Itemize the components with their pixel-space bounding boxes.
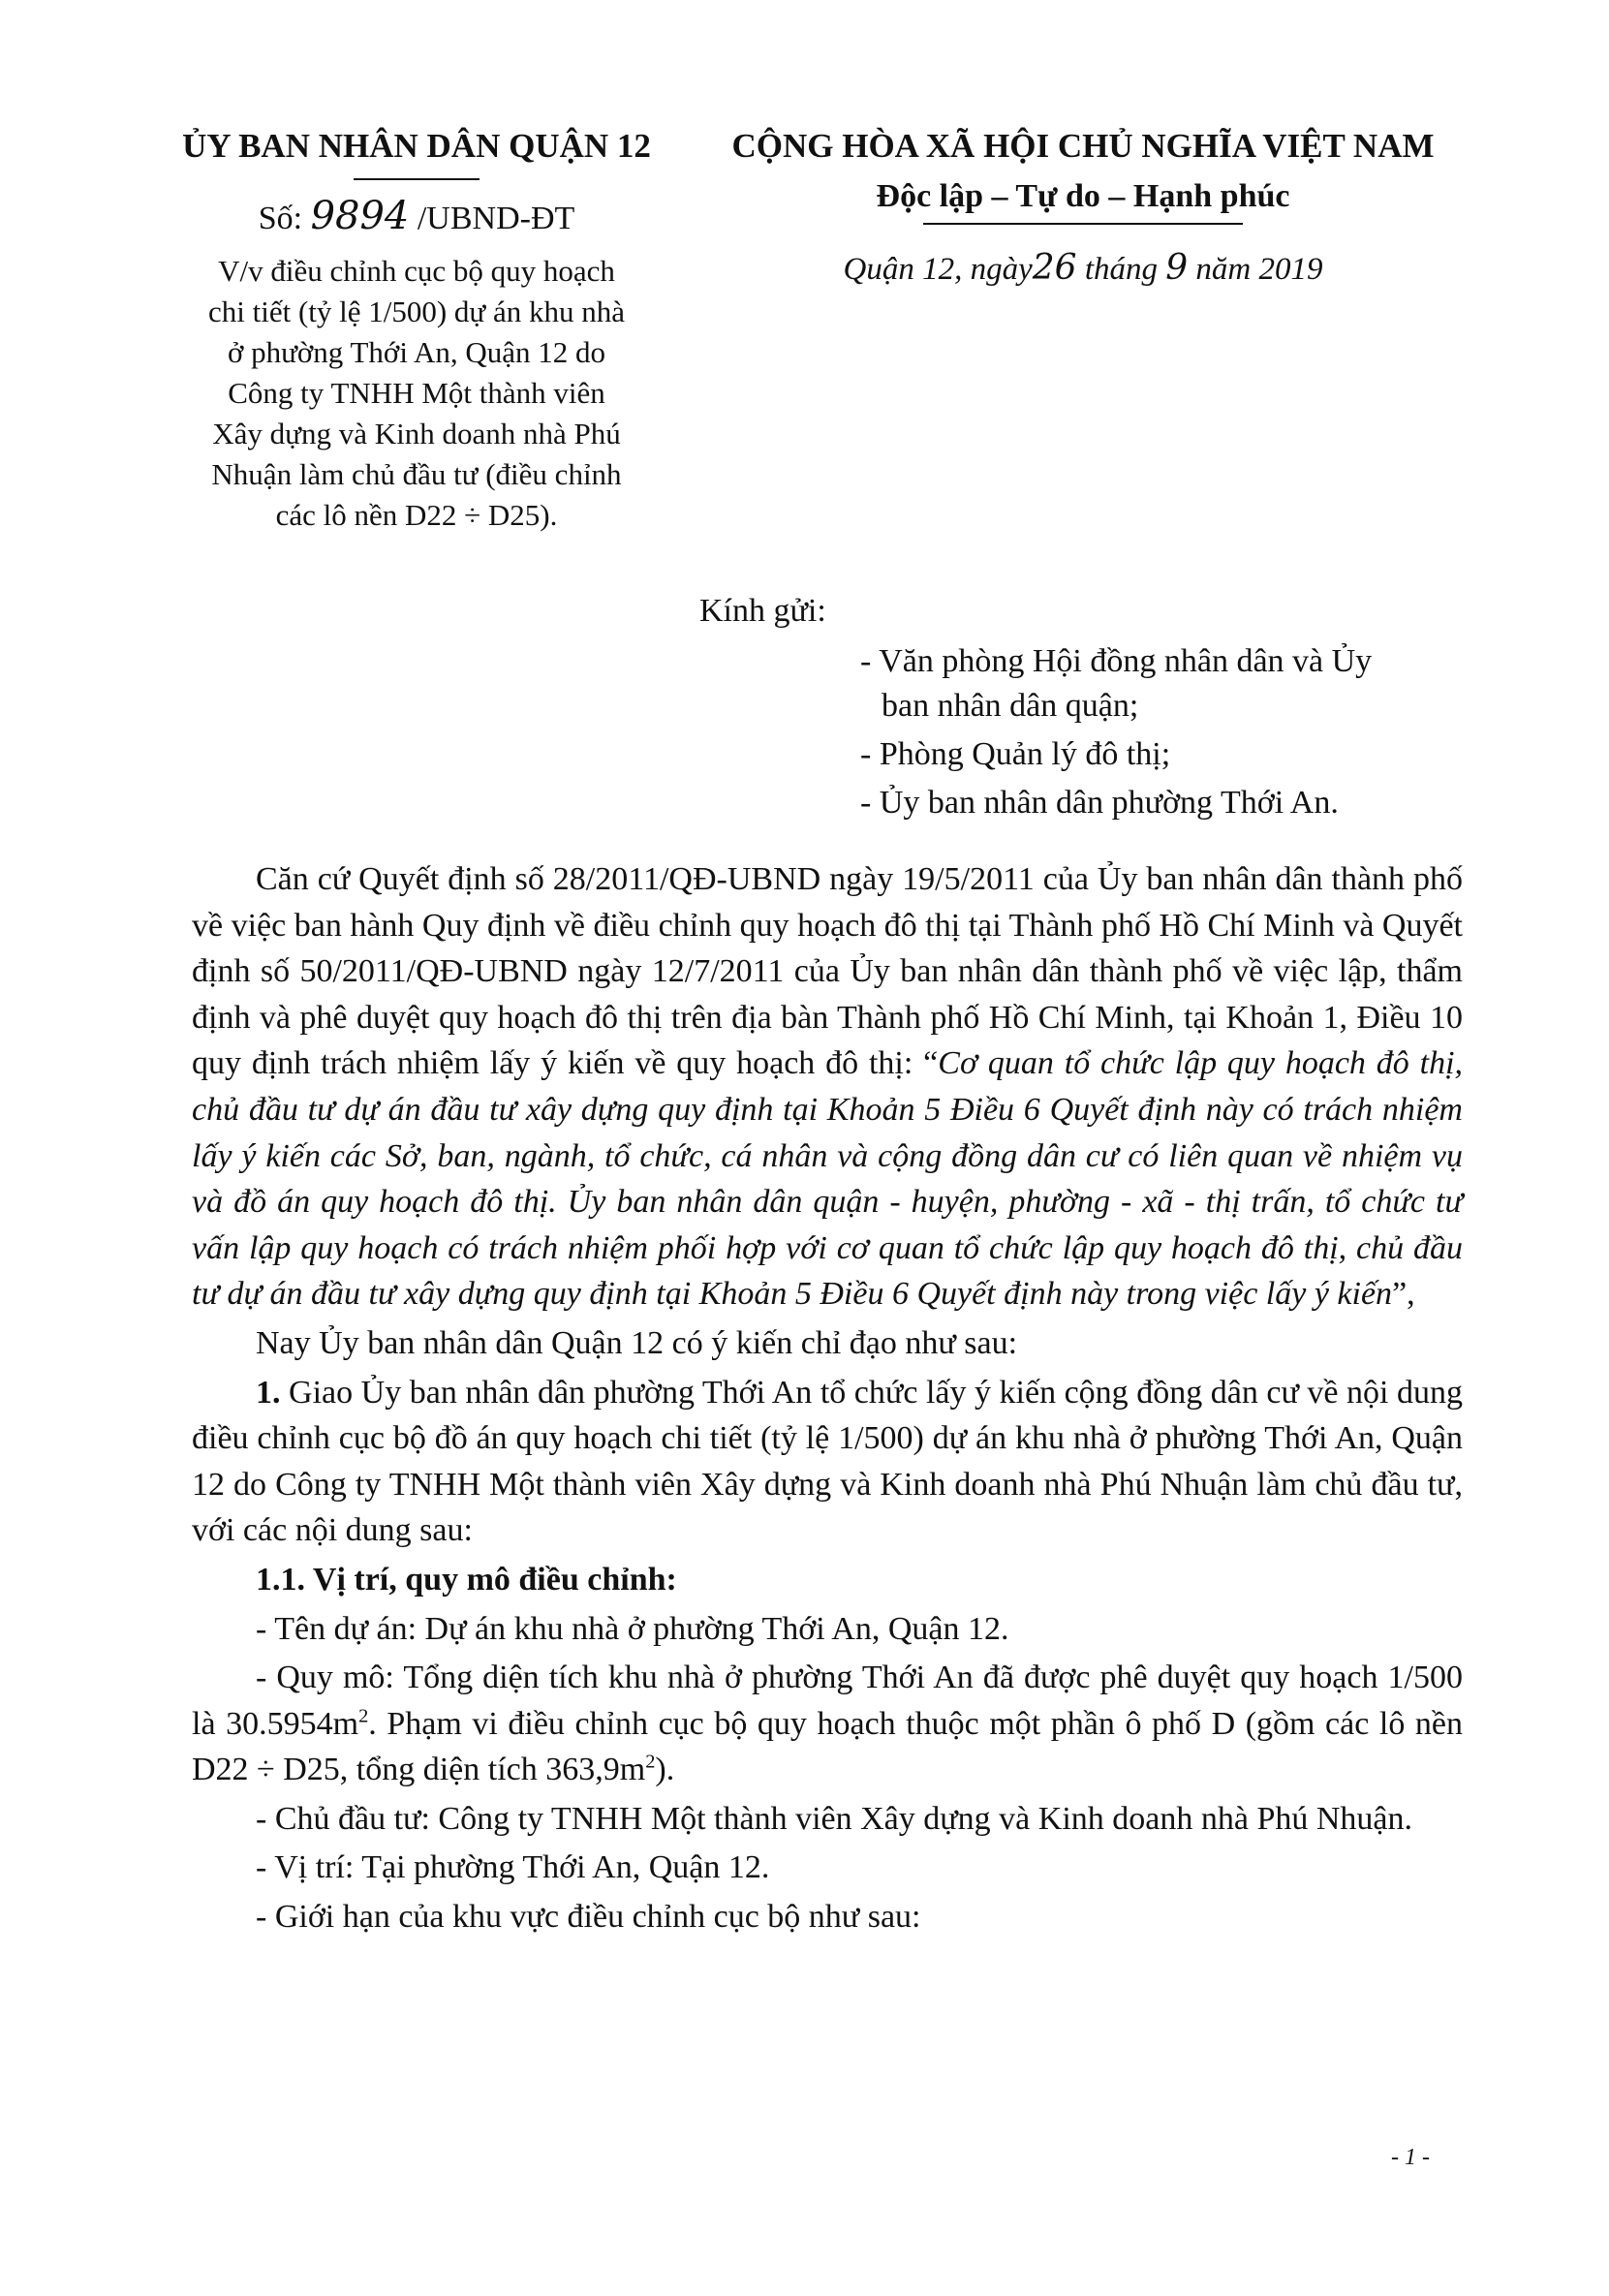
recipients-list xyxy=(860,639,1461,829)
scale-text-c: ). xyxy=(655,1752,675,1788)
superscript: 2 xyxy=(358,1705,369,1727)
subject-line: Nhuận làm chủ đầu tư (điều chỉnh xyxy=(211,457,622,491)
bullet-location: - Vị trí: Tại phường Thới An, Quận 12. xyxy=(256,1849,770,1886)
paragraph-item-1 xyxy=(192,1370,1463,1554)
page-number: - 1 - xyxy=(1391,2145,1430,2170)
date-day: 26 xyxy=(1032,248,1077,288)
subject-line: V/v điều chỉnh cục bộ quy hoạch xyxy=(218,254,615,288)
scale-text-a: - Quy mô: Tổng diện tích khu nhà ở phường Thới An đã được phê duyệt quy hoạch 1/500 là 30.5954m xyxy=(192,1660,1463,1742)
subject-block xyxy=(145,251,688,536)
legal-basis-text: Căn cứ Quyết định số 28/2011/QĐ-UBND ngày 19/5/2011 của Ủy ban nhân dân thành phố về việc ban hành Quy định về điều chỉnh quy hoạch đô thị tại Thành phố Hồ Chí Minh và Quyết định số 50/2011/QĐ-UBND ngày 12/7/2011 của Ủy ban nhân dân thành phố về việc lập, thẩm định và phê duyệt quy hoạch đô thị trên địa bàn Thành phố Hồ Chí Minh, tại Khoản 1, Điều 10 quy định trách nhiệm lấy ý kiến về quy hoạch đô thị: “ xyxy=(192,861,1463,1082)
recipient-line: - Phòng Quản lý đô thị; xyxy=(860,736,1171,772)
paragraph-directive: Nay Ủy ban nhân dân Quận 12 có ý kiến chỉ đạo như sau: xyxy=(256,1324,1018,1361)
divider-left xyxy=(354,178,480,180)
recipient-line: - Ủy ban nhân dân phường Thới An. xyxy=(860,785,1339,821)
doc-number-prefix: Số: xyxy=(258,201,311,236)
divider-right xyxy=(923,223,1243,225)
header-left xyxy=(145,124,688,536)
recipient-item xyxy=(860,732,1461,777)
doc-number-handwritten: 9894 xyxy=(310,194,410,238)
country-name: CỘNG HÒA XÃ HỘI CHỦ NGHĨA VIỆT NAM xyxy=(731,127,1435,165)
heading-1-1: 1.1. Vị trí, quy mô điều chỉnh: xyxy=(256,1561,677,1598)
header-right xyxy=(696,124,1470,292)
recipient-line: ban nhân dân quận; xyxy=(882,688,1139,724)
doc-number xyxy=(145,194,688,241)
national-motto: Độc lập – Tự do – Hạnh phúc xyxy=(876,178,1290,214)
item-1-text: Giao Ủy ban nhân dân phường Thới An tổ chức lấy ý kiến cộng đồng dân cư về nội dung điều chỉnh cục bộ đồ án quy hoạch chi tiết (tỷ lệ 1/500) dự án khu nhà ở phường Thới An, Quận 12 do Công ty TNHH Một thành viên Xây dựng và Kinh doanh nhà Phú Nhuận làm chủ đầu tư, với các nội dung sau: xyxy=(192,1374,1463,1549)
date-place: Quận 12, ngày xyxy=(843,252,1033,287)
legal-basis-end: ”, xyxy=(1392,1276,1415,1313)
date-month-label: tháng xyxy=(1076,252,1166,287)
org-name: ỦY BAN NHÂN DÂN QUẬN 12 xyxy=(182,127,651,165)
date-month: 9 xyxy=(1165,248,1189,288)
item-number: 1. xyxy=(256,1374,281,1411)
recipient-item xyxy=(860,639,1461,729)
scale-text-b: . Phạm vi điều chỉnh cục bộ quy hoạch thuộc một phần ô phố D (gồm các lô nền D22 ÷ D25, tổng diện tích 363,9m xyxy=(192,1705,1464,1788)
recipients-label: Kính gửi: xyxy=(699,593,826,629)
bullet-project-name: - Tên dự án: Dự án khu nhà ở phường Thới An, Quận 12. xyxy=(256,1610,1009,1647)
bullet-scale xyxy=(192,1655,1463,1793)
bullet-boundary: - Giới hạn của khu vực điều chỉnh cục bộ như sau: xyxy=(256,1899,921,1936)
recipient-line: - Văn phòng Hội đồng nhân dân và Ủy xyxy=(860,643,1373,679)
doc-number-suffix: /UBND-ĐT xyxy=(409,201,575,236)
subject-line: Công ty TNHH Một thành viên xyxy=(228,376,605,410)
paragraph-legal-basis xyxy=(192,856,1463,1318)
bullet-investor: - Chủ đầu tư: Công ty TNHH Một thành viên Xây dựng và Kinh doanh nhà Phú Nhuận. xyxy=(256,1800,1413,1837)
subject-line: các lô nền D22 ÷ D25). xyxy=(275,498,558,532)
recipient-item xyxy=(860,781,1461,825)
issue-date xyxy=(696,246,1470,292)
legal-basis-quote: Cơ quan tổ chức lập quy hoạch đô thị, chủ đầu tư dự án đầu tư xây dựng quy định tại Khoản 5 Điều 6 Quyết định này có trách nhiệm lấy ý kiến các Sở, ban, ngành, tổ chức, cá nhân và cộng đồng dân cư có liên quan về nhiệm vụ và đồ án quy hoạch đô thị. Ủy ban nhân dân quận - huyện, phường - xã - thị trấn, tổ chức tư vấn lập quy hoạch có trách nhiệm phối hợp với cơ quan tổ chức lập quy hoạch đô thị, chủ đầu tư dự án đầu tư xây dựng quy định tại Khoản 5 Điều 6 Quyết định này trong việc lấy ý kiến xyxy=(192,1045,1464,1313)
subject-line: Xây dựng và Kinh doanh nhà Phú xyxy=(212,417,621,450)
date-year: năm 2019 xyxy=(1188,252,1323,287)
subject-line: ở phường Thới An, Quận 12 do xyxy=(227,335,606,369)
superscript: 2 xyxy=(645,1751,656,1773)
body-text xyxy=(192,856,1463,1940)
subject-line: chi tiết (tỷ lệ 1/500) dự án khu nhà xyxy=(207,295,626,328)
